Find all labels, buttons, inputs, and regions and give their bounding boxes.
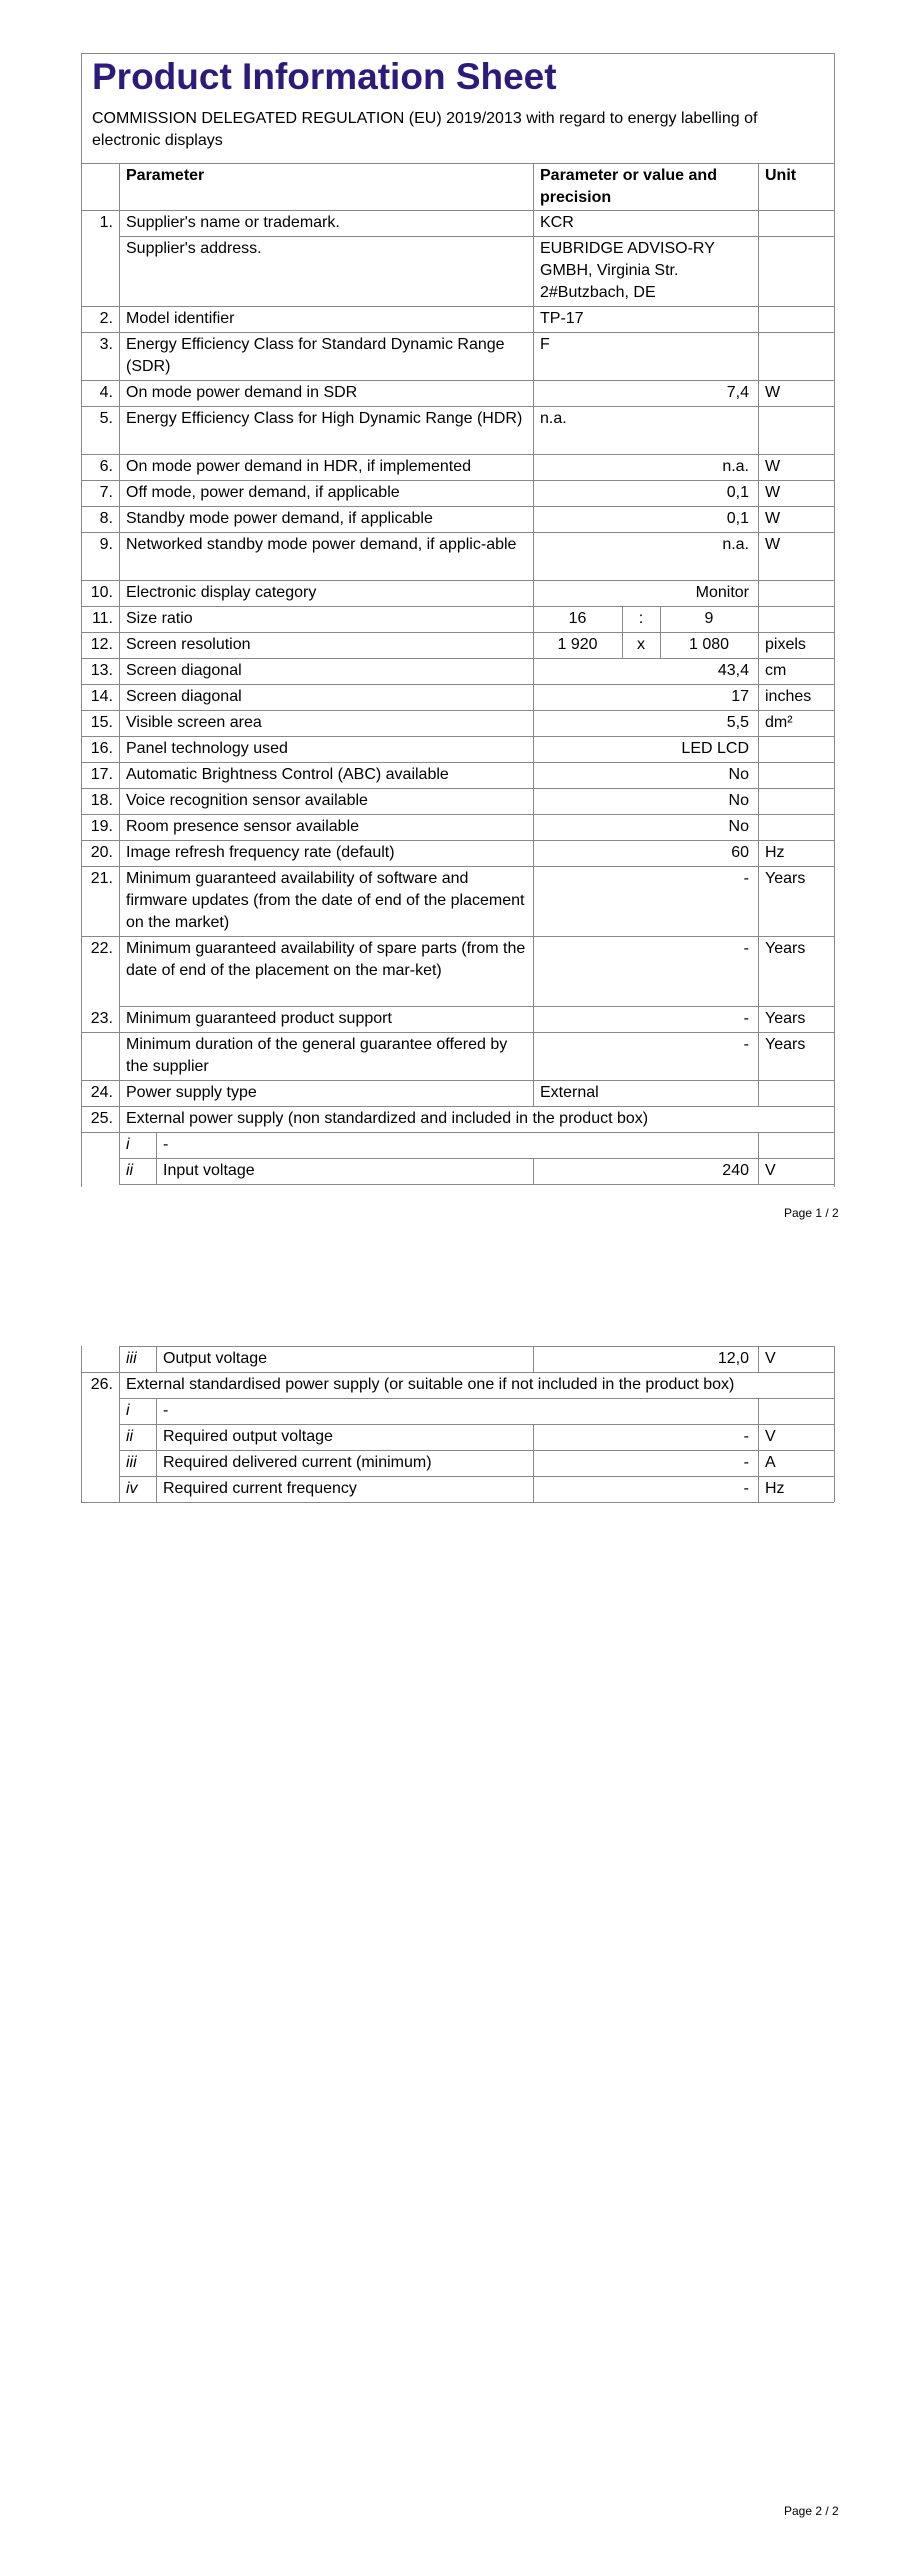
row-parameter: Room presence sensor available: [126, 818, 360, 835]
table-rule: [156, 1476, 157, 1502]
table-rule: [119, 866, 120, 936]
table-rule: [758, 1424, 759, 1450]
table-rule: [119, 454, 120, 480]
sub-row-unit: A: [765, 1454, 776, 1471]
row-value-sep: :: [638, 610, 644, 627]
sub-row-label: -: [163, 1402, 169, 1419]
table-rule: [533, 1080, 534, 1106]
row-value: F: [540, 336, 550, 353]
table-rule: [119, 1106, 120, 1132]
row-number: 11.: [91, 610, 113, 627]
table-rule: [119, 788, 120, 814]
sub-row-unit: V: [765, 1428, 776, 1445]
table-rule: [758, 406, 759, 454]
table-rule: [81, 480, 834, 481]
row-value-sep: x: [637, 636, 645, 653]
table-rule: [119, 1346, 834, 1347]
column-header-parameter: Parameter: [126, 167, 205, 184]
table-rule: [533, 332, 534, 380]
sub-row-roman: iii: [126, 1350, 137, 1367]
table-rule: [119, 1424, 120, 1450]
row-unit: W: [765, 510, 781, 527]
table-rule: [81, 380, 834, 381]
table-rule: [156, 1398, 157, 1424]
table-rule: [81, 532, 834, 533]
sub-row-unit: Hz: [765, 1480, 785, 1497]
row-number: 19.: [90, 818, 113, 835]
row-unit: Hz: [765, 844, 785, 861]
table-rule: [758, 580, 759, 606]
row-parameter: Electronic display category: [126, 584, 317, 601]
row-value: LED LCD: [681, 740, 749, 757]
table-rule: [119, 1424, 834, 1425]
row-unit: Years: [765, 940, 806, 957]
table-rule: [533, 163, 534, 210]
table-rule: [758, 380, 759, 406]
table-rule: [533, 532, 534, 580]
table-rule: [533, 1032, 534, 1080]
row-parameter: Supplier's address.: [126, 240, 262, 257]
row-number: 18.: [90, 792, 113, 809]
row-number: 21.: [90, 870, 113, 887]
table-rule: [533, 580, 534, 606]
table-rule: [758, 684, 759, 710]
table-rule: [81, 866, 834, 867]
table-rule: [758, 1450, 759, 1476]
row-value: KCR: [540, 214, 574, 231]
table-rule: [533, 814, 534, 840]
table-rule: [758, 1346, 759, 1372]
table-rule: [758, 332, 759, 380]
sub-row-roman: ii: [126, 1162, 134, 1179]
row-number: 13.: [90, 662, 113, 679]
row-unit: Years: [765, 1010, 806, 1027]
table-rule: [81, 454, 834, 455]
column-header-value: Parameter or value and precision: [540, 167, 717, 206]
table-rule: [81, 1502, 834, 1503]
row-value: 43,4: [717, 662, 749, 679]
row-value: External: [540, 1084, 599, 1101]
row-parameter: Energy Efficiency Class for Standard Dynamic Range (SDR): [126, 336, 505, 375]
table-rule: [119, 840, 120, 866]
sub-row-label: Required delivered current (minimum): [163, 1454, 432, 1471]
table-rule: [758, 658, 759, 684]
row-parameter: Minimum guaranteed availability of spare parts (from the date of end of the placement on the mar-ket): [126, 940, 526, 979]
table-rule: [81, 506, 834, 507]
table-rule: [533, 1158, 534, 1184]
table-rule: [119, 1006, 120, 1032]
table-rule: [81, 210, 834, 211]
table-rule: [533, 1476, 534, 1502]
table-rule: [81, 332, 834, 333]
table-rule: [758, 506, 759, 532]
row-value-a: 16: [568, 610, 587, 627]
row-parameter: Visible screen area: [126, 714, 262, 731]
sub-row-roman: i: [126, 1136, 130, 1153]
row-unit: Years: [765, 1036, 806, 1053]
table-rule: [81, 936, 834, 937]
table-rule: [81, 163, 834, 164]
table-rule: [533, 736, 534, 762]
row-parameter: Power supply type: [126, 1084, 257, 1101]
table-rule: [119, 814, 120, 840]
table-rule: [119, 332, 120, 380]
table-rule: [758, 1132, 759, 1158]
table-rule: [119, 1080, 120, 1106]
table-rule: [81, 762, 834, 763]
row-number: 16.: [90, 740, 113, 757]
page-title: Product Information Sheet: [92, 56, 557, 97]
table-rule: [119, 306, 120, 332]
sub-row-label: Required current frequency: [163, 1480, 357, 1497]
sub-row-label: Input voltage: [163, 1162, 255, 1179]
table-rule: [758, 710, 759, 736]
table-rule: [119, 736, 120, 762]
table-rule: [119, 1398, 120, 1424]
table-rule: [119, 936, 120, 1006]
row-number: 23.: [90, 1010, 113, 1027]
row-number: 22.: [90, 940, 113, 957]
sub-row-unit: V: [765, 1350, 776, 1367]
table-rule: [533, 936, 534, 1006]
table-rule: [119, 1398, 834, 1399]
sub-row-label: Output voltage: [163, 1350, 268, 1367]
row-parameter: Screen diagonal: [126, 662, 242, 679]
table-rule: [758, 1006, 759, 1032]
table-rule: [81, 684, 834, 685]
sub-row-value: -: [743, 1454, 749, 1471]
table-rule: [758, 532, 759, 580]
table-rule: [119, 762, 120, 788]
table-rule: [758, 814, 759, 840]
table-rule: [533, 762, 534, 788]
sub-row-roman: i: [126, 1402, 130, 1419]
row-parameter: Off mode, power demand, if applicable: [126, 484, 400, 501]
row-number: 24.: [90, 1084, 113, 1101]
table-rule: [533, 658, 534, 684]
table-rule: [156, 1424, 157, 1450]
table-rule: [119, 236, 834, 237]
row-unit: cm: [765, 662, 787, 679]
table-rule: [758, 632, 759, 658]
table-rule: [81, 580, 834, 581]
row-parameter: Energy Efficiency Class for High Dynamic Range (HDR): [126, 410, 523, 427]
row-parameter: On mode power demand in HDR, if implemented: [126, 458, 472, 475]
row-number: 15.: [90, 714, 113, 731]
row-unit: W: [765, 536, 781, 553]
table-rule: [81, 814, 834, 815]
row-parameter: On mode power demand in SDR: [126, 384, 358, 401]
table-rule: [758, 454, 759, 480]
table-rule: [119, 1132, 120, 1158]
row-value: n.a.: [540, 410, 567, 427]
table-rule: [758, 736, 759, 762]
table-rule: [758, 1080, 759, 1106]
table-rule: [533, 380, 534, 406]
table-rule: [533, 210, 534, 236]
row-number: 10.: [90, 584, 113, 601]
row-parameter: Minimum duration of the general guarantee offered by the supplier: [126, 1036, 508, 1075]
table-rule: [119, 1158, 120, 1184]
table-rule: [119, 606, 120, 632]
sub-row-roman: ii: [126, 1428, 134, 1445]
table-rule: [156, 1346, 157, 1372]
row-number: 14.: [90, 688, 113, 705]
table-rule: [81, 1372, 834, 1373]
table-rule: [119, 236, 120, 306]
table-rule: [533, 1006, 534, 1032]
row-parameter: Standby mode power demand, if applicable: [126, 510, 433, 527]
row-value: n.a.: [722, 536, 749, 553]
table-rule: [533, 866, 534, 936]
sub-row-value: -: [743, 1480, 749, 1497]
row-number: 5.: [99, 410, 113, 427]
page-number-2: Page 2 / 2: [784, 2504, 839, 2518]
row-unit: W: [765, 458, 781, 475]
table-rule: [119, 380, 120, 406]
sub-row-unit: V: [765, 1162, 776, 1179]
table-rule: [758, 163, 759, 210]
column-header-unit: Unit: [765, 167, 797, 184]
row-value: n.a.: [722, 458, 749, 475]
table-rule: [119, 406, 120, 454]
table-rule: [660, 632, 661, 658]
table-rule: [81, 736, 834, 737]
row-number: 6.: [99, 458, 113, 475]
row-parameter: Automatic Brightness Control (ABC) available: [126, 766, 449, 783]
row-value: -: [743, 870, 749, 887]
table-rule: [119, 480, 120, 506]
table-rule: [119, 1372, 120, 1398]
row-parameter: Image refresh frequency rate (default): [126, 844, 395, 861]
row-unit: dm²: [765, 714, 793, 731]
table-rule: [119, 1476, 834, 1477]
row-value: -: [743, 940, 749, 957]
row-value: 0,1: [726, 510, 749, 527]
table-rule: [119, 1032, 120, 1080]
table-rule: [119, 1476, 120, 1502]
row-parameter: Size ratio: [126, 610, 193, 627]
row-number: 4.: [99, 384, 113, 401]
row-number: 25.: [90, 1110, 113, 1127]
row-unit: pixels: [765, 636, 806, 653]
row-unit: W: [765, 484, 781, 501]
table-rule: [119, 1450, 834, 1451]
table-rule: [81, 1106, 834, 1107]
row-parameter: External standardised power supply (or suitable one if not included in the product box): [126, 1376, 735, 1393]
row-number: 17.: [90, 766, 113, 783]
table-rule: [533, 684, 534, 710]
row-unit: inches: [765, 688, 812, 705]
table-rule: [533, 710, 534, 736]
table-rule: [81, 606, 834, 607]
table-rule: [81, 840, 834, 841]
table-rule: [119, 632, 120, 658]
row-number: 7.: [99, 484, 113, 501]
table-rule: [533, 454, 534, 480]
table-rule: [81, 1032, 834, 1033]
table-rule: [533, 606, 534, 632]
row-value: No: [728, 818, 749, 835]
sub-row-roman: iii: [126, 1454, 137, 1471]
sub-row-label: -: [163, 1136, 169, 1153]
row-number: 26.: [90, 1376, 113, 1393]
table-rule: [758, 236, 759, 306]
table-rule: [758, 762, 759, 788]
table-rule: [758, 936, 759, 1006]
table-rule: [533, 506, 534, 532]
row-value: -: [743, 1010, 749, 1027]
row-value: -: [743, 1036, 749, 1053]
row-value: EUBRIDGE ADVISO-RY GMBH, Virginia Str. 2#Butzbach, DE: [540, 240, 715, 301]
row-value-a: 1 920: [557, 636, 598, 653]
sub-row-value: 240: [722, 1162, 749, 1179]
table-rule: [156, 1132, 157, 1158]
row-value: No: [728, 766, 749, 783]
table-rule: [119, 658, 120, 684]
table-rule: [119, 1184, 834, 1185]
row-value: TP-17: [540, 310, 584, 327]
table-rule: [119, 506, 120, 532]
row-parameter: Model identifier: [126, 310, 235, 327]
table-rule: [758, 866, 759, 936]
table-rule: [81, 658, 834, 659]
table-rule: [533, 406, 534, 454]
row-parameter: Screen diagonal: [126, 688, 242, 705]
table-rule: [533, 840, 534, 866]
table-rule: [119, 1006, 834, 1007]
row-value: 60: [731, 844, 749, 861]
table-rule: [533, 1424, 534, 1450]
row-value: Monitor: [695, 584, 749, 601]
table-rule: [758, 306, 759, 332]
row-parameter: Screen resolution: [126, 636, 251, 653]
table-rule: [622, 606, 623, 632]
table-rule: [119, 580, 120, 606]
table-rule: [622, 632, 623, 658]
row-number: 2.: [99, 310, 113, 327]
page-number-1: Page 1 / 2: [784, 1206, 839, 1220]
table-rule: [758, 1032, 759, 1080]
table-rule: [758, 606, 759, 632]
table-rule: [758, 210, 759, 236]
row-parameter: Panel technology used: [126, 740, 288, 757]
row-number: 3.: [99, 336, 113, 353]
table-rule: [758, 788, 759, 814]
table-rule: [533, 306, 534, 332]
table-rule: [533, 1450, 534, 1476]
row-value-b: 9: [704, 610, 714, 627]
table-rule: [758, 840, 759, 866]
table-rule: [533, 788, 534, 814]
table-rule: [758, 1398, 759, 1424]
row-number: 12.: [90, 636, 113, 653]
table-rule: [119, 163, 120, 210]
table-rule: [81, 1132, 834, 1133]
table-rule: [660, 606, 661, 632]
row-number: 1.: [99, 214, 113, 231]
sub-row-roman: iv: [126, 1480, 138, 1497]
sub-row-value: 12,0: [717, 1350, 749, 1367]
table-rule: [533, 1346, 534, 1372]
row-value: 17: [731, 688, 749, 705]
table-rule: [533, 236, 534, 306]
table-rule: [533, 632, 534, 658]
row-value: 0,1: [726, 484, 749, 501]
table-rule: [119, 1450, 120, 1476]
row-parameter: Voice recognition sensor available: [126, 792, 368, 809]
row-parameter: Networked standby mode power demand, if applic-able: [126, 536, 517, 553]
table-rule: [81, 406, 834, 407]
row-number: 8.: [99, 510, 113, 527]
table-rule: [119, 210, 120, 236]
sub-row-label: Required output voltage: [163, 1428, 333, 1445]
row-parameter: Minimum guaranteed product support: [126, 1010, 392, 1027]
row-value: 5,5: [726, 714, 749, 731]
row-value-b: 1 080: [688, 636, 730, 653]
table-rule: [533, 480, 534, 506]
table-rule: [758, 1158, 759, 1184]
table-rule: [81, 632, 834, 633]
table-rule: [156, 1450, 157, 1476]
row-number: 20.: [90, 844, 113, 861]
sub-row-value: -: [743, 1428, 749, 1445]
table-rule: [758, 480, 759, 506]
table-rule: [81, 710, 834, 711]
page-subtitle: COMMISSION DELEGATED REGULATION (EU) 2019/2013 with regard to energy labelling of electronic displays: [92, 110, 758, 149]
table-rule: [81, 1080, 834, 1081]
table-rule: [758, 1476, 759, 1502]
row-value: 7,4: [726, 384, 749, 401]
row-value: No: [728, 792, 749, 809]
table-rule: [119, 532, 120, 580]
row-parameter: External power supply (non standardized and included in the product box): [126, 1110, 649, 1127]
table-rule: [81, 788, 834, 789]
table-rule: [81, 306, 834, 307]
table-rule: [119, 710, 120, 736]
table-rule: [156, 1158, 157, 1184]
row-number: 9.: [99, 536, 113, 553]
table-rule: [119, 684, 120, 710]
table-rule: [119, 1346, 120, 1372]
row-parameter: Minimum guaranteed availability of software and firmware updates (from the date of end of the placement on the market): [126, 870, 525, 931]
row-unit: W: [765, 384, 781, 401]
row-unit: Years: [765, 870, 806, 887]
table-rule: [119, 1158, 834, 1159]
row-parameter: Supplier's name or trademark.: [126, 214, 340, 231]
